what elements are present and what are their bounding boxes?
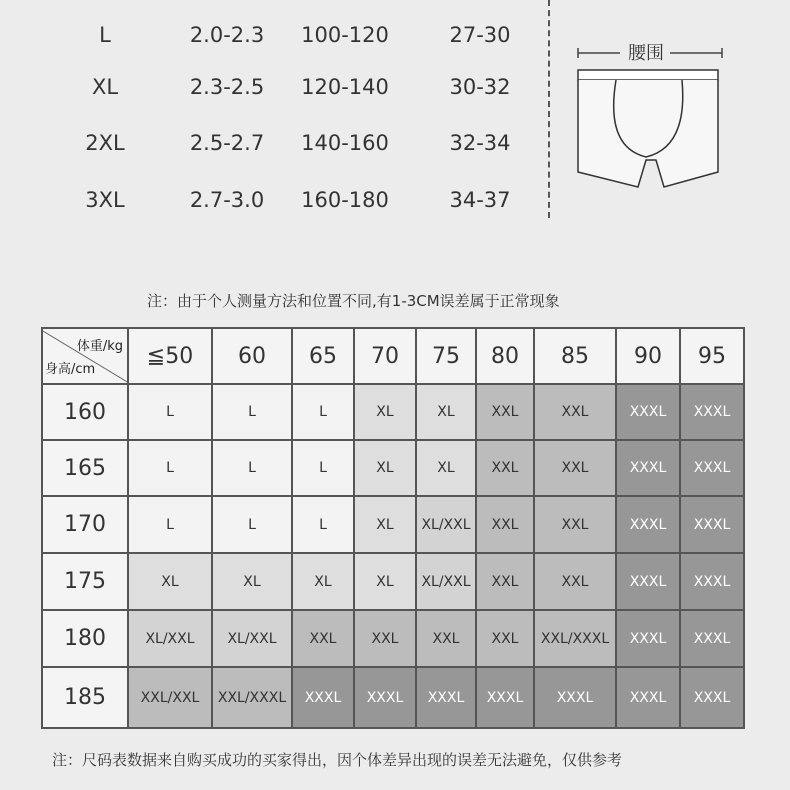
size-cell: L — [292, 384, 354, 440]
size-label: XL — [91, 75, 119, 99]
briefs-waist-diagram — [560, 35, 740, 200]
size-cell: XXXL — [680, 440, 744, 496]
size-label: L — [99, 23, 111, 47]
size-recommendation-table — [41, 327, 745, 729]
corner-cell — [42, 328, 128, 384]
weight-header: 80 — [476, 328, 534, 384]
size-cell: L — [212, 496, 292, 553]
table-row — [42, 496, 744, 553]
size-value-a: 2.5-2.7 — [189, 131, 265, 155]
size-value-a: 2.0-2.3 — [189, 23, 265, 47]
size-cell: XXL/XXL — [128, 667, 212, 728]
size-value-a: 2.3-2.5 — [189, 75, 265, 99]
size-cell: XXXL — [616, 440, 680, 496]
size-cell: XXL — [476, 553, 534, 610]
weight-header: ≦50 — [128, 328, 212, 384]
height-row-header: 160 — [42, 384, 128, 440]
size-cell: L — [128, 384, 212, 440]
size-value-b: 160-180 — [301, 188, 389, 212]
size-cell: XXXL — [680, 553, 744, 610]
size-row — [0, 180, 540, 220]
size-cell: L — [128, 440, 212, 496]
size-cell: XXL — [476, 384, 534, 440]
size-cell: XL/XXL — [416, 496, 476, 553]
size-cell: XXL/XXXL — [212, 667, 292, 728]
weight-axis-label: 体重/kg — [76, 339, 123, 354]
size-cell: XL — [292, 553, 354, 610]
size-cell: XL — [354, 553, 416, 610]
size-cell: XXXL — [534, 667, 616, 728]
size-cell: XXXL — [292, 667, 354, 728]
weight-header: 85 — [534, 328, 616, 384]
size-cell: L — [292, 440, 354, 496]
size-cell: XXXL — [416, 667, 476, 728]
size-cell: XXL — [534, 553, 616, 610]
size-cell: L — [292, 496, 354, 553]
size-cell: XXXL — [616, 553, 680, 610]
size-cell: XXL — [476, 496, 534, 553]
size-label: 2XL — [85, 131, 125, 155]
table-body — [42, 384, 744, 728]
size-cell: XL/XXL — [128, 610, 212, 667]
weight-header: 60 — [212, 328, 292, 384]
size-cell: XL — [354, 496, 416, 553]
size-row — [0, 67, 540, 107]
weight-header: 70 — [354, 328, 416, 384]
size-value-b: 120-140 — [301, 75, 389, 99]
size-cell: XXXL — [680, 610, 744, 667]
height-row-header: 180 — [42, 610, 128, 667]
size-cell: XXL — [354, 610, 416, 667]
size-cell: XL — [354, 440, 416, 496]
size-cell: XL/XXL — [212, 610, 292, 667]
size-cell: XXXL — [680, 496, 744, 553]
size-cell: XXL — [534, 440, 616, 496]
size-row — [0, 15, 540, 55]
size-cell: XL — [128, 553, 212, 610]
size-cell: XXL — [476, 610, 534, 667]
size-cell: XL — [416, 384, 476, 440]
size-cell: XXL — [534, 384, 616, 440]
size-cell: XL/XXL — [416, 553, 476, 610]
weight-header: 65 — [292, 328, 354, 384]
size-cell: XXXL — [616, 384, 680, 440]
size-cell: XXXL — [616, 667, 680, 728]
waist-label: 腰围 — [628, 43, 664, 64]
size-cell: XXXL — [680, 667, 744, 728]
disclaimer-note: 注：尺码表数据来自购买成功的买家得出，因个体差异出现的误差无法避免，仅供参考 — [52, 751, 623, 769]
size-cell: XXXL — [616, 610, 680, 667]
table-row — [42, 667, 744, 728]
height-row-header: 175 — [42, 553, 128, 610]
size-cell: L — [212, 384, 292, 440]
height-row-header: 185 — [42, 667, 128, 728]
size-cell: XXXL — [354, 667, 416, 728]
header-row — [42, 328, 744, 384]
dashed-divider — [548, 0, 550, 218]
briefs-body — [578, 80, 718, 187]
size-cell: XL — [212, 553, 292, 610]
size-cell: L — [128, 496, 212, 553]
height-row-header: 165 — [42, 440, 128, 496]
table-row — [42, 440, 744, 496]
weight-header: 90 — [616, 328, 680, 384]
table-row — [42, 384, 744, 440]
measurement-note: 注：由于个人测量方法和位置不同,有1-3CM误差属于正常现象 — [147, 292, 560, 310]
weight-header: 75 — [416, 328, 476, 384]
size-value-b: 140-160 — [301, 131, 389, 155]
size-cell: XXL — [534, 496, 616, 553]
waistband — [578, 70, 718, 80]
size-cell: XL — [354, 384, 416, 440]
size-cell: XXL — [476, 440, 534, 496]
size-label: 3XL — [85, 188, 125, 212]
size-cell: XXXL — [616, 496, 680, 553]
size-row — [0, 123, 540, 163]
size-value-b: 100-120 — [301, 23, 389, 47]
table-row — [42, 553, 744, 610]
size-cell: XL — [416, 440, 476, 496]
weight-header: 95 — [680, 328, 744, 384]
size-cell: XXL — [416, 610, 476, 667]
size-value-c: 27-30 — [449, 23, 511, 47]
size-value-c: 32-34 — [449, 131, 511, 155]
size-cell: XXL/XXXL — [534, 610, 616, 667]
size-cell: XXL — [292, 610, 354, 667]
size-value-c: 30-32 — [449, 75, 511, 99]
size-value-c: 34-37 — [449, 188, 511, 212]
size-cell: L — [212, 440, 292, 496]
size-cell: XXXL — [476, 667, 534, 728]
size-cell: XXXL — [680, 384, 744, 440]
height-axis-label: 身高/cm — [45, 362, 96, 377]
size-value-a: 2.7-3.0 — [189, 188, 265, 212]
height-row-header: 170 — [42, 496, 128, 553]
table-row — [42, 610, 744, 667]
